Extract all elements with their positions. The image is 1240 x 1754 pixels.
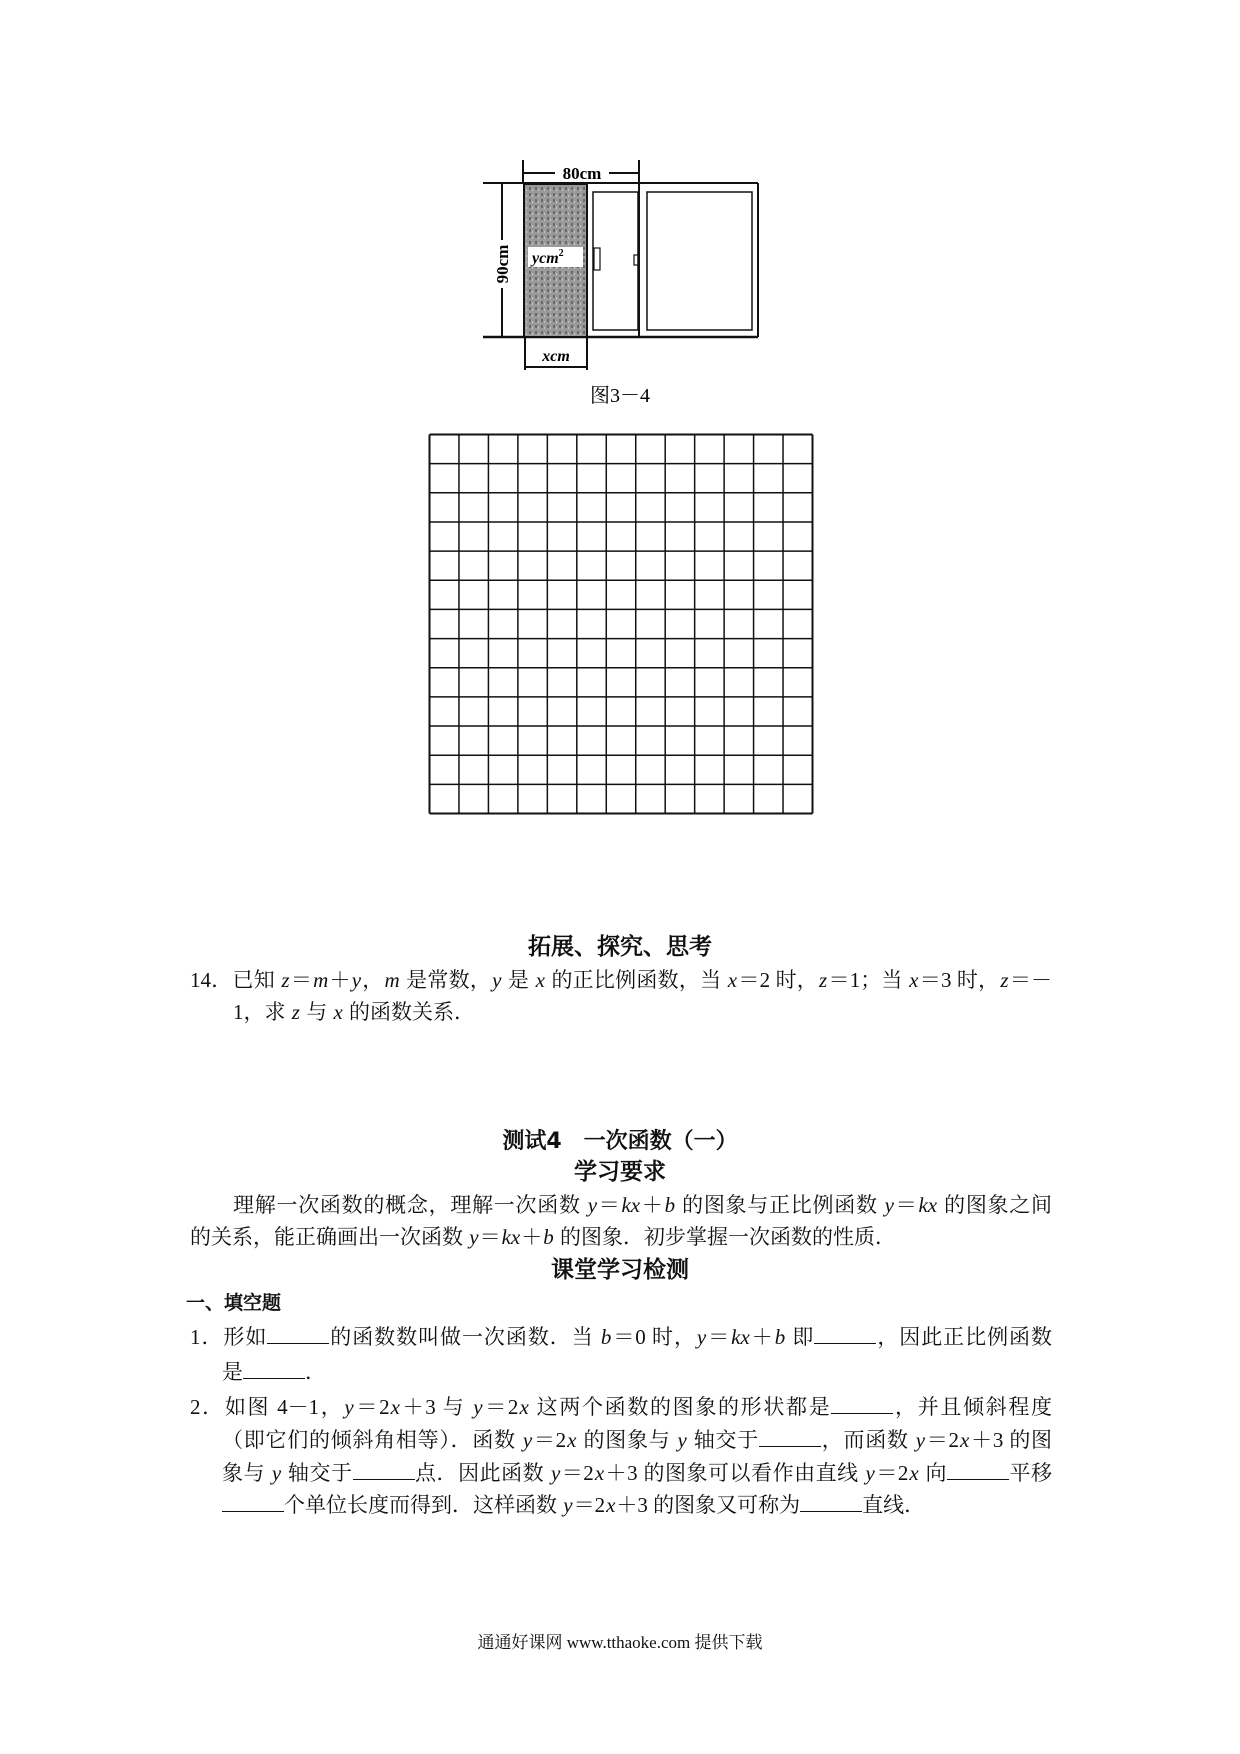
- text-segment: ＝: [479, 1225, 501, 1249]
- text-segment: ，并且倾斜程度: [893, 1395, 1052, 1419]
- text-segment: 1．形如: [190, 1325, 268, 1349]
- text-segment: ＋3 的图象又可称为: [616, 1493, 801, 1517]
- math-variable: b: [774, 1325, 786, 1349]
- text-segment: 的函数关系．: [343, 1000, 476, 1024]
- text-segment: ＝2: [573, 1493, 606, 1517]
- math-variable: y: [563, 1493, 573, 1517]
- text-segment: ＝: [598, 1193, 621, 1217]
- math-variable: y: [271, 1461, 282, 1485]
- text-segment: ＋: [329, 968, 351, 992]
- math-variable: y: [522, 1428, 533, 1452]
- math-variable: y: [492, 968, 502, 992]
- math-variable: y: [884, 1193, 894, 1217]
- text-segment: 2．如图 4－1，: [190, 1395, 344, 1419]
- math-variable: x: [960, 1428, 970, 1452]
- math-variable: y: [696, 1325, 707, 1349]
- text-segment: 的图象与: [577, 1428, 677, 1452]
- width-label: 80cm: [562, 164, 602, 183]
- text-segment: 是常数，: [400, 968, 492, 992]
- item-1-line-1: [190, 1324, 1052, 1350]
- answer-blank[interactable]: [800, 1493, 862, 1512]
- answer-blank[interactable]: [759, 1428, 821, 1447]
- math-variable: kx: [918, 1193, 938, 1217]
- math-variable: x: [567, 1428, 577, 1452]
- math-variable: x: [909, 968, 919, 992]
- text-segment: 的正比例函数，当: [545, 968, 727, 992]
- text-segment: 的图象与正比例函数: [676, 1193, 884, 1217]
- text-segment: 的函数数叫做一次函数．当: [329, 1325, 600, 1349]
- text-segment: ＋: [521, 1225, 543, 1249]
- math-variable: z: [819, 968, 828, 992]
- math-variable: y: [473, 1395, 483, 1419]
- text-segment: 理解一次函数的概念，理解一次函数: [233, 1193, 587, 1217]
- text-segment: ．: [305, 1360, 326, 1384]
- test-title: 测试4 一次函数（一）: [502, 1129, 738, 1154]
- figure-3-4-diagram: [460, 145, 780, 410]
- requirements-line-2: [190, 1224, 896, 1250]
- text-segment: （即它们的倾斜角相等）．函数: [222, 1428, 522, 1452]
- math-variable: y: [550, 1461, 561, 1485]
- text-segment: ＝2: [561, 1461, 594, 1485]
- text-segment: 的图象．初步掌握一次函数的性质．: [554, 1225, 896, 1249]
- text-segment: 象与: [222, 1461, 271, 1485]
- math-variable: y: [587, 1193, 598, 1217]
- text-segment: 是: [222, 1360, 243, 1384]
- text-segment: ，因此正比例函数: [876, 1325, 1052, 1349]
- text-segment: 1，求: [233, 1000, 291, 1024]
- question-14-line-1: [190, 967, 1052, 993]
- text-segment: 点．因此函数: [414, 1461, 550, 1485]
- answer-blank[interactable]: [222, 1493, 284, 1512]
- question-14-line-2: [233, 999, 475, 1025]
- math-variable: y: [469, 1225, 479, 1249]
- text-segment: ，而函数: [821, 1428, 915, 1452]
- answer-blank[interactable]: [353, 1461, 415, 1480]
- math-variable: x: [594, 1461, 605, 1485]
- text-segment: ＋3 的图象可以看作由直线: [605, 1461, 865, 1485]
- text-segment: 14．已知: [190, 968, 281, 992]
- text-segment: ＋: [641, 1193, 664, 1217]
- math-variable: x: [727, 968, 738, 992]
- text-segment: ＝2: [354, 1395, 390, 1419]
- text-segment: 的图象之间: [938, 1193, 1052, 1217]
- math-variable: kx: [621, 1193, 641, 1217]
- item-2-line-3: [222, 1460, 1052, 1486]
- text-segment: 这两个函数的图象的形状都是: [529, 1395, 832, 1419]
- math-variable: b: [543, 1225, 554, 1249]
- text-segment: 平移: [1008, 1461, 1052, 1485]
- math-variable: z: [291, 1000, 300, 1024]
- text-segment: ＝: [290, 968, 313, 992]
- math-variable: x: [333, 1000, 343, 1024]
- blank-grid: [428, 433, 814, 815]
- answer-blank[interactable]: [243, 1360, 305, 1379]
- math-variable: m: [313, 968, 329, 992]
- text-segment: 是: [502, 968, 535, 992]
- math-variable: x: [519, 1395, 529, 1419]
- text-segment: 与: [300, 1000, 333, 1024]
- math-variable: y: [865, 1461, 875, 1485]
- item-2-line-4: [222, 1492, 925, 1518]
- text-segment: ＋3 的图: [970, 1428, 1052, 1452]
- item-2-line-2: [222, 1427, 1052, 1453]
- text-segment: ＝2: [483, 1395, 519, 1419]
- math-variable: kx: [501, 1225, 521, 1249]
- math-variable: kx: [731, 1325, 750, 1349]
- area-label: ycm$^2$: [532, 248, 564, 267]
- section-heading-extension: 拓展、探究、思考: [528, 934, 712, 960]
- text-segment: ＝3 时，: [919, 968, 1000, 992]
- math-variable: m: [384, 968, 400, 992]
- requirements-line-1: [233, 1192, 1052, 1218]
- math-variable: x: [909, 1461, 919, 1485]
- answer-blank[interactable]: [814, 1325, 876, 1344]
- math-variable: x: [535, 968, 545, 992]
- classroom-check-heading: 课堂学习检测: [551, 1257, 689, 1283]
- text-segment: 轴交于: [282, 1461, 353, 1485]
- fill-in-section-label: 一、填空题: [186, 1292, 282, 1314]
- bottom-width-label: xcm: [542, 348, 570, 365]
- math-variable: b: [664, 1193, 676, 1217]
- text-segment: ＝2: [926, 1428, 960, 1452]
- math-variable: x: [606, 1493, 616, 1517]
- math-variable: x: [390, 1395, 400, 1419]
- math-variable: y: [344, 1395, 354, 1419]
- answer-blank[interactable]: [831, 1395, 893, 1414]
- text-segment: ＝: [894, 1193, 918, 1217]
- math-variable: b: [600, 1325, 612, 1349]
- text-segment: ，: [362, 968, 384, 992]
- text-segment: 的关系，能正确画出一次函数: [190, 1225, 469, 1249]
- text-segment: ＝1；当: [828, 968, 909, 992]
- text-segment: 个单位长度而得到．这样函数: [284, 1493, 563, 1517]
- figure-caption: 图3－4: [590, 385, 650, 407]
- item-1-line-2: [222, 1359, 326, 1385]
- text-segment: 轴交于: [687, 1428, 759, 1452]
- text-segment: ＝－: [1009, 968, 1052, 992]
- answer-blank[interactable]: [947, 1461, 1009, 1480]
- text-segment: 直线．: [862, 1493, 926, 1517]
- text-segment: ＝2: [875, 1461, 909, 1485]
- text-segment: ＋3 与: [400, 1395, 473, 1419]
- text-segment: ＝2 时，: [738, 968, 819, 992]
- math-variable: y: [351, 968, 362, 992]
- footer-source: 通通好课网 www.tthaoke.com 提供下载: [477, 1633, 763, 1652]
- math-variable: z: [281, 968, 290, 992]
- answer-blank[interactable]: [267, 1325, 329, 1344]
- item-2-line-1: [190, 1394, 1052, 1420]
- text-segment: 即: [786, 1325, 815, 1349]
- math-variable: z: [1000, 968, 1009, 992]
- text-segment: ＝0 时，: [612, 1325, 696, 1349]
- math-variable: y: [677, 1428, 687, 1452]
- requirements-heading: 学习要求: [574, 1159, 666, 1185]
- math-variable: y: [915, 1428, 926, 1452]
- height-label: 90cm: [493, 244, 512, 284]
- text-segment: ＝: [707, 1325, 731, 1349]
- text-segment: 向: [919, 1461, 947, 1485]
- text-segment: ＝2: [533, 1428, 567, 1452]
- text-segment: ＋: [750, 1325, 774, 1349]
